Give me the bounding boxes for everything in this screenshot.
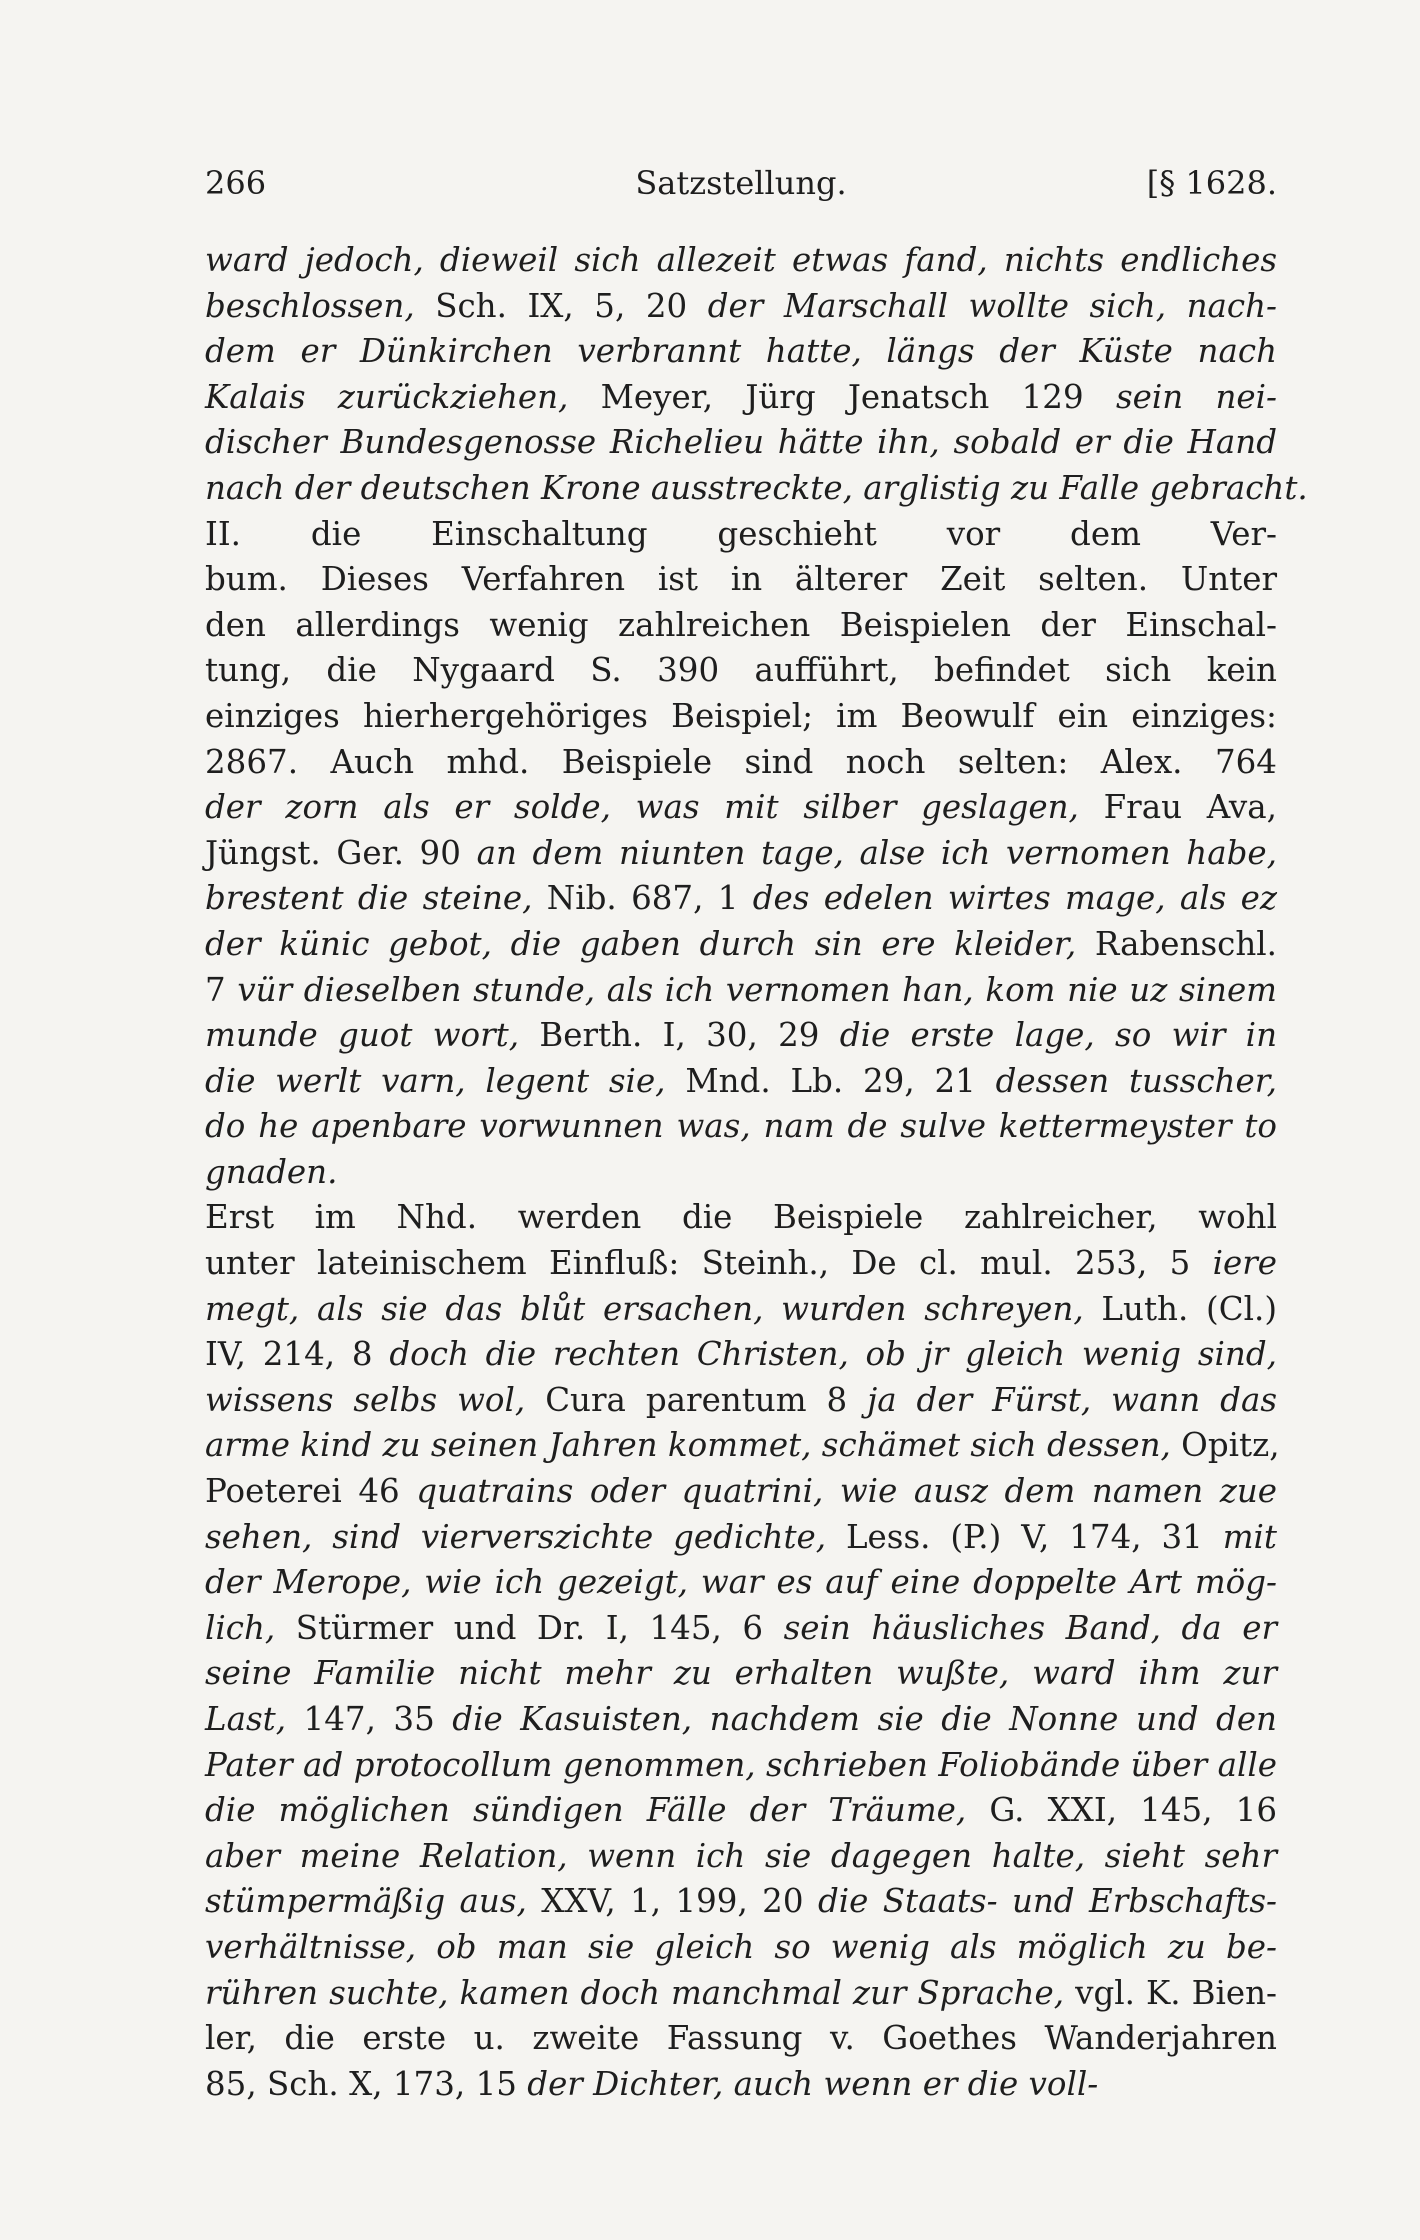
text-run: II. die Einschaltung geschieht vor dem Ver-	[205, 514, 1277, 553]
text-run: Opitz,	[1170, 1426, 1280, 1465]
text-line	[205, 1241, 1277, 1287]
body-text	[205, 238, 1308, 2107]
text-line	[205, 1743, 1277, 1789]
italic-quote: die werlt varn, legent sie,	[205, 1061, 666, 1100]
italic-quote: sein häusliches Band, da er	[783, 1608, 1277, 1647]
text-line	[205, 466, 1308, 512]
text-run: Meyer, Jürg Jenatsch 129	[568, 377, 1116, 416]
text-line	[205, 2016, 1277, 2062]
italic-quote: vür dieselben stunde, als ich vernomen han, kom nie uz sinem	[237, 970, 1277, 1009]
italic-quote: rühren suchte, kamen doch manchmal zur Sprache,	[205, 1973, 1065, 2012]
text-line	[205, 922, 1277, 968]
italic-quote: die Kasuisten, nachdem sie die Nonne und den	[452, 1700, 1277, 1738]
italic-quote: sehen, sind vierverszichte gedichte,	[205, 1517, 827, 1556]
text-run: unter lateinischem Einfluß: Steinh., De cl. mul. 253, 5	[205, 1244, 1213, 1283]
text-line	[205, 329, 1277, 375]
text-run: Frau Ava,	[1078, 788, 1277, 827]
italic-quote: wissens selbs wol,	[205, 1380, 526, 1419]
text-line	[205, 238, 1277, 284]
italic-quote: nach der deutschen Krone ausstreckte, arglistig zu Falle gebracht.	[205, 468, 1308, 507]
text-run: Poeterei 46	[205, 1472, 417, 1511]
italic-quote: quatrains oder quatrini, wie ausz dem namen zue	[416, 1472, 1278, 1511]
text-run: Stürmer und Dr. I, 145, 6	[275, 1608, 784, 1647]
text-run: einziges hierhergehöriges Beispiel; im Beowulf ein einziges:	[205, 696, 1277, 735]
text-run: 147, 35	[286, 1700, 453, 1738]
text-line	[205, 876, 1277, 922]
text-line	[205, 1195, 1277, 1241]
page-number: 266	[205, 164, 267, 202]
text-line	[205, 1697, 1277, 1743]
text-line	[205, 1378, 1277, 1424]
text-run: Jüngst. Ger. 90	[205, 833, 477, 872]
italic-quote: seine Familie nicht mehr zu erhalten wußte, ward ihm zur	[205, 1654, 1277, 1693]
running-header	[205, 158, 1277, 208]
text-run: Erst im Nhd. werden die Beispiele zahlreicher, wohl	[205, 1198, 1277, 1237]
italic-quote: iere	[1212, 1244, 1277, 1283]
italic-quote: die möglichen sündigen Fälle der Träume,	[205, 1791, 967, 1830]
text-run: G. XXI, 145, 16	[966, 1791, 1277, 1830]
italic-quote: der Merope, wie ich gezeigt, war es auf eine doppelte Art mög-	[205, 1563, 1277, 1602]
text-line	[205, 375, 1277, 421]
italic-quote: der zorn als er solde, was mit silber geslagen,	[205, 788, 1079, 827]
text-run: Berth. I, 30, 29	[519, 1016, 840, 1055]
text-run: Mnd. Lb. 29, 21	[665, 1061, 996, 1100]
text-run: ler, die erste u. zweite Fassung v. Goethes Wanderjahren	[205, 2019, 1277, 2058]
text-run: 85, Sch. X, 173, 15	[205, 2064, 528, 2103]
text-line	[205, 1287, 1277, 1333]
italic-quote: die Staats- und Erbschafts-	[817, 1882, 1277, 1921]
text-line	[205, 1423, 1280, 1469]
text-run: tung, die Nygaard S. 390 aufführt, befindet sich kein	[205, 651, 1277, 690]
text-run: Cura parentum 8	[525, 1380, 868, 1419]
text-line	[205, 603, 1277, 649]
italic-quote: sein nei-	[1115, 377, 1277, 416]
text-run: 2867. Auch mhd. Beispiele sind noch selten: Alex. 764	[205, 742, 1277, 781]
italic-quote: gnaden.	[205, 1152, 338, 1191]
text-line	[205, 1925, 1277, 1971]
text-run: bum. Dieses Verfahren ist in älterer Zeit selten. Unter	[205, 560, 1277, 599]
text-line	[205, 1013, 1277, 1059]
text-line	[205, 1651, 1277, 1697]
italic-quote: mit	[1222, 1517, 1277, 1556]
text-line	[205, 1332, 1277, 1378]
section-number: [§ 1628.	[1146, 164, 1277, 202]
text-line	[205, 284, 1277, 330]
text-line	[205, 785, 1277, 831]
italic-quote: lich,	[205, 1608, 276, 1647]
text-run: vgl. K. Bien-	[1064, 1973, 1277, 2012]
text-run: Sch. IX, 5, 20	[414, 286, 708, 325]
text-line	[205, 1971, 1277, 2017]
italic-quote: verhältnisse, ob man sie gleich so wenig als möglich zu be-	[205, 1927, 1277, 1966]
running-title: Satzstellung.	[635, 164, 847, 202]
text-line	[205, 740, 1277, 786]
italic-quote: do he apenbare vorwunnen was, nam de sulve kettermeyster to	[205, 1107, 1277, 1146]
text-line	[205, 968, 1277, 1014]
text-line	[205, 1606, 1277, 1652]
italic-quote: arme kind zu seinen Jahren kommet, schämet sich dessen,	[205, 1426, 1171, 1465]
italic-quote: des edelen wirtes mage, als ez	[752, 879, 1277, 918]
italic-quote: der Dichter, auch wenn er die voll-	[527, 2064, 1099, 2103]
text-line	[205, 831, 1277, 877]
text-run: IV, 214, 8	[205, 1335, 390, 1374]
italic-quote: aber meine Relation, wenn ich sie dagegen halte, sieht sehr	[205, 1836, 1277, 1875]
italic-quote: beschlossen,	[205, 286, 415, 325]
text-run: den allerdings wenig zahlreichen Beispielen der Einschal-	[205, 605, 1277, 644]
italic-quote: Kalais zurückziehen,	[205, 377, 569, 416]
text-line	[205, 1059, 1277, 1105]
text-line	[205, 1834, 1277, 1880]
text-run: 7	[205, 970, 238, 1009]
text-line	[205, 2062, 1277, 2108]
text-run: Rabenschl.	[1076, 924, 1278, 963]
text-line	[205, 420, 1277, 466]
italic-quote: an dem niunten tage, alse ich vernomen habe,	[476, 833, 1277, 872]
text-run: XXV, 1, 199, 20	[526, 1882, 818, 1921]
text-line	[205, 1788, 1277, 1834]
italic-quote: megt, als sie das blůt ersachen, wurden schreyen,	[205, 1289, 1084, 1328]
italic-quote: Last,	[205, 1700, 287, 1738]
italic-quote: Pater ad protocollum genommen, schrieben Foliobände über alle	[205, 1745, 1277, 1784]
text-run: Luth. (Cl.)	[1083, 1289, 1278, 1328]
italic-quote: dem er Dünkirchen verbrannt hatte, längs der Küste nach	[205, 332, 1277, 371]
italic-quote: stümpermäßig aus,	[205, 1882, 527, 1921]
italic-quote: brestent die steine,	[205, 879, 533, 918]
italic-quote: munde guot wort,	[205, 1016, 520, 1055]
text-line	[205, 557, 1277, 603]
text-line	[205, 1515, 1277, 1561]
text-line	[205, 694, 1277, 740]
italic-quote: ward jedoch, dieweil sich allezeit etwas fand, nichts endliches	[205, 241, 1277, 279]
text-line	[205, 512, 1277, 558]
italic-quote: discher Bundesgenosse Richelieu hätte ihn, sobald er die Hand	[205, 423, 1277, 462]
text-run: Nib. 687, 1	[532, 879, 753, 918]
text-line	[205, 648, 1277, 694]
italic-quote: die erste lage, so wir in	[839, 1016, 1277, 1055]
text-line	[205, 1104, 1277, 1150]
text-line	[205, 1150, 1277, 1196]
text-line	[205, 1469, 1277, 1515]
italic-quote: ja der Fürst, wann das	[867, 1380, 1277, 1419]
italic-quote: der Marschall wollte sich, nach-	[707, 286, 1277, 325]
italic-quote: der künic gebot, die gaben durch sin ere kleider,	[205, 924, 1077, 963]
italic-quote: doch die rechten Christen, ob jr gleich wenig sind,	[389, 1335, 1277, 1374]
text-line	[205, 1879, 1277, 1925]
text-line	[205, 1560, 1277, 1606]
italic-quote: dessen tusscher,	[995, 1061, 1277, 1100]
text-run: Less. (P.) V, 174, 31	[826, 1517, 1223, 1556]
